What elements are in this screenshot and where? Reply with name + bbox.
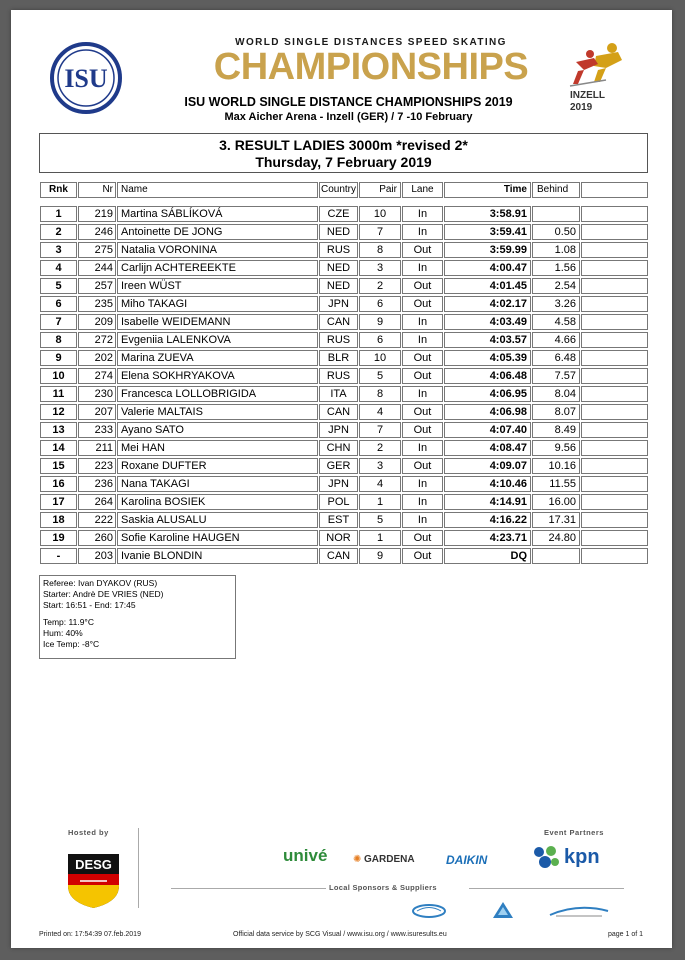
- pair-cell: 2: [359, 278, 401, 294]
- col-header-blank: [581, 182, 648, 198]
- nr-cell: 274: [78, 368, 116, 384]
- behind-cell: [532, 548, 580, 564]
- pair-cell: 9: [359, 314, 401, 330]
- nr-cell: 233: [78, 422, 116, 438]
- partner-gardena-logo: GARDENA: [364, 854, 415, 865]
- behind-cell: 8.04: [532, 386, 580, 402]
- page-number: page 1 of 1: [608, 931, 644, 938]
- rank-cell: 8: [40, 332, 77, 348]
- pair-cell: 1: [359, 530, 401, 546]
- name-cell: Ayano SATO: [117, 422, 318, 438]
- inzell-logo-city: INZELL: [570, 90, 605, 101]
- blank-cell: [581, 422, 648, 438]
- referee-line: Referee: Ivan DYAKOV (RUS): [43, 578, 158, 588]
- blank-cell: [581, 530, 648, 546]
- pair-cell: 8: [359, 386, 401, 402]
- lane-cell: In: [402, 440, 443, 456]
- col-header-country: Country: [319, 182, 358, 198]
- name-cell: Saskia ALUSALU: [117, 512, 318, 528]
- name-cell: Mei HAN: [117, 440, 318, 456]
- behind-cell: [532, 206, 580, 222]
- rank-cell: 4: [40, 260, 77, 276]
- country-cell: CAN: [319, 404, 358, 420]
- kpn-dots-icon: [531, 844, 561, 870]
- behind-cell: 4.58: [532, 314, 580, 330]
- nr-cell: 272: [78, 332, 116, 348]
- result-date: Thursday, 7 February 2019: [255, 154, 432, 170]
- table-row: [40, 242, 648, 258]
- pair-cell: 7: [359, 224, 401, 240]
- country-cell: NED: [319, 278, 358, 294]
- name-cell: Sofie Karoline HAUGEN: [117, 530, 318, 546]
- nr-cell: 260: [78, 530, 116, 546]
- nr-cell: 207: [78, 404, 116, 420]
- nr-cell: 209: [78, 314, 116, 330]
- time-cell: 4:06.48: [444, 368, 531, 384]
- behind-cell: 11.55: [532, 476, 580, 492]
- blank-cell: [581, 332, 648, 348]
- rank-cell: -: [40, 548, 77, 564]
- table-row: [40, 368, 648, 384]
- lane-cell: Out: [402, 422, 443, 438]
- time-cell: 4:23.71: [444, 530, 531, 546]
- sponsor-divider-left: [171, 888, 326, 889]
- lane-cell: In: [402, 332, 443, 348]
- lane-cell: In: [402, 224, 443, 240]
- lane-cell: Out: [402, 530, 443, 546]
- lane-cell: Out: [402, 548, 443, 564]
- time-cell: 4:09.07: [444, 458, 531, 474]
- pair-cell: 4: [359, 404, 401, 420]
- table-row: [40, 278, 648, 294]
- inzell-logo-year: 2019: [570, 102, 593, 113]
- time-cell: 3:58.91: [444, 206, 531, 222]
- country-cell: NED: [319, 260, 358, 276]
- time-cell: 4:16.22: [444, 512, 531, 528]
- pair-cell: 5: [359, 512, 401, 528]
- blank-cell: [581, 242, 648, 258]
- lane-cell: In: [402, 386, 443, 402]
- table-row: [40, 548, 648, 564]
- time-cell: 3:59.41: [444, 224, 531, 240]
- blank-cell: [581, 476, 648, 492]
- behind-cell: 24.80: [532, 530, 580, 546]
- table-row: [40, 314, 648, 330]
- country-cell: CAN: [319, 314, 358, 330]
- col-header-nr: Nr: [78, 182, 116, 198]
- inzell-skater-logo: [566, 38, 636, 94]
- behind-cell: 10.16: [532, 458, 580, 474]
- pair-cell: 4: [359, 476, 401, 492]
- name-cell: Valerie MALTAIS: [117, 404, 318, 420]
- nr-cell: 211: [78, 440, 116, 456]
- blank-cell: [581, 386, 648, 402]
- rank-cell: 6: [40, 296, 77, 312]
- country-cell: NOR: [319, 530, 358, 546]
- rank-cell: 1: [40, 206, 77, 222]
- lane-cell: In: [402, 260, 443, 276]
- partner-daikin-logo: DAIKIN: [446, 853, 488, 867]
- col-header-name: Name: [117, 182, 318, 198]
- country-cell: CAN: [319, 548, 358, 564]
- blank-cell: [581, 458, 648, 474]
- country-cell: POL: [319, 494, 358, 510]
- local-sponsor-3-logo: [548, 903, 610, 919]
- rank-cell: 19: [40, 530, 77, 546]
- pair-cell: 6: [359, 332, 401, 348]
- name-cell: Ireen WÜST: [117, 278, 318, 294]
- blank-cell: [581, 548, 648, 564]
- pair-cell: 3: [359, 458, 401, 474]
- lane-cell: In: [402, 314, 443, 330]
- country-cell: RUS: [319, 368, 358, 384]
- table-row: [40, 206, 648, 222]
- table-row: [40, 422, 648, 438]
- table-row: [40, 296, 648, 312]
- pair-cell: 7: [359, 422, 401, 438]
- pair-cell: 3: [359, 260, 401, 276]
- time-cell: 4:03.49: [444, 314, 531, 330]
- rank-cell: 5: [40, 278, 77, 294]
- pair-cell: 10: [359, 206, 401, 222]
- name-cell: Francesca LOLLOBRIGIDA: [117, 386, 318, 402]
- rank-cell: 2: [40, 224, 77, 240]
- pair-cell: 2: [359, 440, 401, 456]
- local-sponsor-1-logo: [411, 902, 447, 920]
- behind-cell: 6.48: [532, 350, 580, 366]
- blank-cell: [581, 206, 648, 222]
- lane-cell: Out: [402, 296, 443, 312]
- blank-cell: [581, 260, 648, 276]
- lane-cell: In: [402, 476, 443, 492]
- name-cell: Elena SOKHRYAKOVA: [117, 368, 318, 384]
- table-row: [40, 386, 648, 402]
- blank-cell: [581, 404, 648, 420]
- time-cell: 4:06.98: [444, 404, 531, 420]
- behind-cell: 7.57: [532, 368, 580, 384]
- venue-line: Max Aicher Arena - Inzell (GER) / 7 -10 February: [224, 111, 473, 123]
- starter-line: Starter: Andrè DE VRIES (NED): [43, 589, 164, 599]
- nr-cell: 230: [78, 386, 116, 402]
- table-header: [40, 182, 648, 198]
- blank-cell: [581, 440, 648, 456]
- event-title: ISU WORLD SINGLE DISTANCE CHAMPIONSHIPS 2019: [184, 95, 513, 109]
- lane-cell: Out: [402, 242, 443, 258]
- country-cell: JPN: [319, 422, 358, 438]
- country-cell: RUS: [319, 242, 358, 258]
- rank-cell: 16: [40, 476, 77, 492]
- blank-cell: [581, 494, 648, 510]
- behind-cell: 4.66: [532, 332, 580, 348]
- result-sheet-page: [11, 10, 672, 948]
- pair-cell: 9: [359, 548, 401, 564]
- result-title-box: [39, 133, 648, 173]
- blank-cell: [581, 512, 648, 528]
- ice-temperature-line: Ice Temp: -8°C: [43, 639, 100, 649]
- time-cell: 4:14.91: [444, 494, 531, 510]
- rank-cell: 13: [40, 422, 77, 438]
- nr-cell: 222: [78, 512, 116, 528]
- local-sponsors-label: Local Sponsors & Suppliers: [329, 883, 437, 892]
- rank-cell: 15: [40, 458, 77, 474]
- temperature-line: Temp: 11.9°C: [43, 617, 94, 627]
- country-cell: ITA: [319, 386, 358, 402]
- partner-unive-logo: univé: [283, 846, 328, 865]
- partner-kpn-logo: kpn: [564, 846, 600, 868]
- table-row: [40, 530, 648, 546]
- rank-cell: 7: [40, 314, 77, 330]
- name-cell: Miho TAKAGI: [117, 296, 318, 312]
- blank-cell: [581, 314, 648, 330]
- table-row: [40, 458, 648, 474]
- time-cell: 4:07.40: [444, 422, 531, 438]
- nr-cell: 246: [78, 224, 116, 240]
- behind-cell: 1.08: [532, 242, 580, 258]
- nr-cell: 223: [78, 458, 116, 474]
- country-cell: EST: [319, 512, 358, 528]
- lane-cell: In: [402, 494, 443, 510]
- time-cell: 3:59.99: [444, 242, 531, 258]
- lane-cell: Out: [402, 350, 443, 366]
- time-cell: 4:00.47: [444, 260, 531, 276]
- behind-cell: 8.07: [532, 404, 580, 420]
- country-cell: NED: [319, 224, 358, 240]
- local-sponsor-2-logo: [491, 900, 515, 920]
- name-cell: Antoinette DE JONG: [117, 224, 318, 240]
- lane-cell: In: [402, 512, 443, 528]
- behind-cell: 17.31: [532, 512, 580, 528]
- name-cell: Ivanie BLONDIN: [117, 548, 318, 564]
- rank-cell: 12: [40, 404, 77, 420]
- race-info-box: [39, 575, 236, 659]
- behind-cell: 3.26: [532, 296, 580, 312]
- table-row: [40, 512, 648, 528]
- name-cell: Marina ZUEVA: [117, 350, 318, 366]
- footer-divider: [138, 828, 139, 908]
- nr-cell: 202: [78, 350, 116, 366]
- lane-cell: Out: [402, 404, 443, 420]
- time-cell: 4:02.17: [444, 296, 531, 312]
- behind-cell: 8.49: [532, 422, 580, 438]
- blank-cell: [581, 278, 648, 294]
- country-cell: JPN: [319, 296, 358, 312]
- country-cell: GER: [319, 458, 358, 474]
- time-cell: 4:06.95: [444, 386, 531, 402]
- time-cell: 4:03.57: [444, 332, 531, 348]
- desg-logo: [66, 852, 121, 910]
- blank-cell: [581, 296, 648, 312]
- table-row: [40, 350, 648, 366]
- name-cell: Isabelle WEIDEMANN: [117, 314, 318, 330]
- isu-logo-text: ISU: [64, 64, 108, 93]
- table-row: [40, 404, 648, 420]
- championships-wordmark: CHAMPIONSHIPS: [213, 46, 529, 88]
- time-cell: 4:10.46: [444, 476, 531, 492]
- pair-cell: 10: [359, 350, 401, 366]
- name-cell: Martina SÁBLÍKOVÁ: [117, 206, 318, 222]
- table-row: [40, 332, 648, 348]
- rank-cell: 14: [40, 440, 77, 456]
- time-cell: 4:01.45: [444, 278, 531, 294]
- time-cell: DQ: [444, 548, 531, 564]
- start-end-line: Start: 16:51 - End: 17:45: [43, 600, 136, 610]
- desg-logo-text: DESG: [75, 857, 112, 872]
- name-cell: Roxane DUFTER: [117, 458, 318, 474]
- nr-cell: 257: [78, 278, 116, 294]
- behind-cell: 2.54: [532, 278, 580, 294]
- col-header-lane: Lane: [402, 182, 443, 198]
- col-header-pair: Pair: [359, 182, 401, 198]
- nr-cell: 244: [78, 260, 116, 276]
- lane-cell: In: [402, 206, 443, 222]
- pair-cell: 1: [359, 494, 401, 510]
- country-cell: RUS: [319, 332, 358, 348]
- table-row: [40, 476, 648, 492]
- nr-cell: 264: [78, 494, 116, 510]
- name-cell: Evgeniia LALENKOVA: [117, 332, 318, 348]
- hosted-by-label: Hosted by: [68, 828, 109, 837]
- name-cell: Natalia VORONINA: [117, 242, 318, 258]
- col-header-behind: Behind: [532, 182, 580, 198]
- rank-cell: 18: [40, 512, 77, 528]
- rank-cell: 9: [40, 350, 77, 366]
- behind-cell: 16.00: [532, 494, 580, 510]
- time-cell: 4:08.47: [444, 440, 531, 456]
- name-cell: Karolina BOSIEK: [117, 494, 318, 510]
- lane-cell: Out: [402, 368, 443, 384]
- table-row: [40, 224, 648, 240]
- rank-cell: 11: [40, 386, 77, 402]
- col-header-time: Time: [444, 182, 531, 198]
- country-cell: BLR: [319, 350, 358, 366]
- table-row: [40, 260, 648, 276]
- nr-cell: 235: [78, 296, 116, 312]
- name-cell: Carlijn ACHTEREEKTE: [117, 260, 318, 276]
- nr-cell: 236: [78, 476, 116, 492]
- table-row: [40, 494, 648, 510]
- table-row: [40, 440, 648, 456]
- col-header-rank: Rnk: [40, 182, 77, 198]
- rank-cell: 10: [40, 368, 77, 384]
- country-cell: JPN: [319, 476, 358, 492]
- time-cell: 4:05.39: [444, 350, 531, 366]
- rank-cell: 17: [40, 494, 77, 510]
- sponsor-divider-right: [469, 888, 624, 889]
- nr-cell: 275: [78, 242, 116, 258]
- country-cell: CHN: [319, 440, 358, 456]
- name-cell: Nana TAKAGI: [117, 476, 318, 492]
- series-title: WORLD SINGLE DISTANCES SPEED SKATING: [235, 37, 507, 48]
- pair-cell: 5: [359, 368, 401, 384]
- nr-cell: 203: [78, 548, 116, 564]
- blank-cell: [581, 350, 648, 366]
- blank-cell: [581, 368, 648, 384]
- pair-cell: 6: [359, 296, 401, 312]
- gardena-flower-icon: ✺: [353, 854, 362, 865]
- lane-cell: Out: [402, 458, 443, 474]
- event-partners-label: Event Partners: [544, 828, 604, 837]
- pair-cell: 8: [359, 242, 401, 258]
- official-data-service: Official data service by SCG Visual / www.isu.org / www.isuresults.eu: [233, 931, 447, 938]
- humidity-line: Hum: 40%: [43, 628, 83, 638]
- behind-cell: 9.56: [532, 440, 580, 456]
- rank-cell: 3: [40, 242, 77, 258]
- blank-cell: [581, 224, 648, 240]
- country-cell: CZE: [319, 206, 358, 222]
- lane-cell: Out: [402, 278, 443, 294]
- printed-on: Printed on: 17:54:39 07.feb.2019: [39, 931, 141, 938]
- behind-cell: 0.50: [532, 224, 580, 240]
- nr-cell: 219: [78, 206, 116, 222]
- behind-cell: 1.56: [532, 260, 580, 276]
- result-title: 3. RESULT LADIES 3000m *revised 2*: [219, 137, 468, 153]
